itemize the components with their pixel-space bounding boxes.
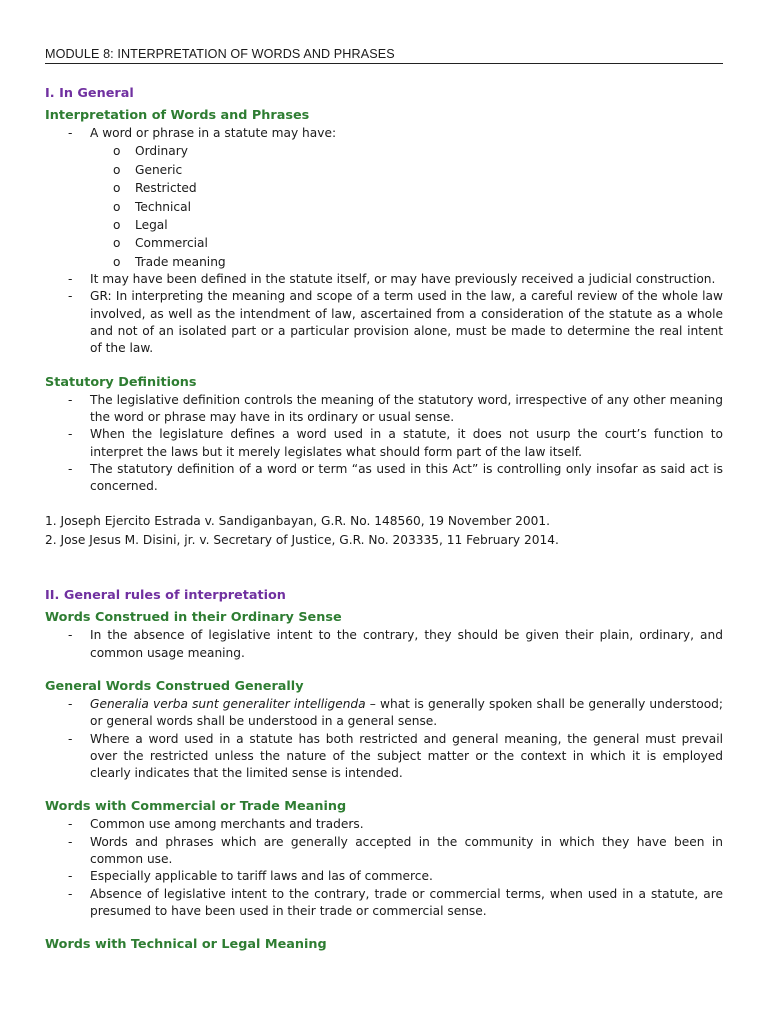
list-item: - GR: In interpreting the meaning and scope of a term used in the law, a careful review of the whole law involved, as well as the intendment of law, ascertained from a consideration of the statute as a whole and not of an isolated part or a particular provision alone, must be made to determine the real intent of the law. bbox=[68, 289, 723, 356]
list-item: o Ordinary bbox=[113, 144, 188, 159]
latin-maxim: Generalia verba sunt generaliter intelligenda bbox=[90, 697, 366, 711]
section-general-rules bbox=[45, 587, 723, 954]
meaning-types-list bbox=[90, 142, 723, 271]
reference-item: 2. Jose Jesus M. Disini, jr. v. Secretary of Justice, G.R. No. 203335, 11 February 2014. bbox=[45, 532, 559, 547]
subsection-title: Interpretation of Words and Phrases bbox=[45, 108, 310, 123]
list-item: o Trade meaning bbox=[113, 254, 226, 269]
list-item: - When the legislature defines a word used in a statute, it does not usurp the court’s function to interpret the laws but it merely legislates what should form part of the law itself. bbox=[68, 427, 723, 459]
list-item: - A word or phrase in a statute may have: o Ordinary o Generic o Restricted o Technical o Legal o Commercial o Trade meaning bbox=[45, 125, 723, 271]
list-item: - Common use among merchants and traders. bbox=[68, 817, 364, 832]
list-item: o Restricted bbox=[113, 181, 197, 196]
list-item: o Legal bbox=[113, 217, 168, 232]
module-header: MODULE 8: INTERPRETATION OF WORDS AND PHRASES bbox=[45, 47, 723, 64]
list-item: - It may have been defined in the statute itself, or may have previously received a judicial construction. bbox=[68, 272, 716, 287]
list-item: - The statutory definition of a word or term “as used in this Act” is controlling only insofar as said act is concerned. bbox=[68, 461, 723, 494]
list-item: - Words and phrases which are generally accepted in the community in which they have been in common use. bbox=[68, 834, 723, 867]
bullet-list bbox=[45, 125, 723, 358]
subsection-title: General Words Construed Generally bbox=[45, 679, 304, 694]
list-item: - Generalia verba sunt generaliter intelligenda – what is generally spoken shall be generally understood; or general words shall be understood in a general sense. bbox=[68, 697, 723, 729]
subsection-title: Words Construed in their Ordinary Sense bbox=[45, 610, 342, 626]
list-item: - Where a word used in a statute has both restricted and general meaning, the general must prevail over the restricted unless the nature of the subject matter or the context in which it is employed clearly indicates that the limited sense is intended. bbox=[68, 731, 723, 781]
section-title: II. General rules of interpretation bbox=[45, 588, 286, 604]
document-page bbox=[45, 0, 723, 954]
bullet-list bbox=[45, 816, 723, 920]
list-item: o Commercial bbox=[113, 236, 208, 251]
subsection-title: Words with Technical or Legal Meaning bbox=[45, 937, 327, 953]
list-item: - In the absence of legislative intent to the contrary, they should be given their plain, ordinary, and common usage meaning. bbox=[68, 628, 723, 660]
section-title: I. In General bbox=[45, 86, 134, 101]
bullet-list bbox=[45, 392, 723, 496]
bullet-list bbox=[45, 696, 723, 782]
section-in-general bbox=[45, 85, 723, 549]
list-item: - Especially applicable to tariff laws and las of commerce. bbox=[68, 869, 433, 884]
subsection-title: Statutory Definitions bbox=[45, 374, 197, 390]
reference-item: 1. Joseph Ejercito Estrada v. Sandiganbayan, G.R. No. 148560, 19 November 2001. bbox=[45, 514, 551, 529]
list-item: - The legislative definition controls the meaning of the statutory word, irrespective of any other meaning the word or phrase may have in its ordinary or usual sense. bbox=[68, 392, 723, 424]
list-item: o Generic bbox=[113, 162, 183, 177]
subsection-title: Words with Commercial or Trade Meaning bbox=[45, 799, 347, 815]
list-item: - Absence of legislative intent to the contrary, trade or commercial terms, when used in a statute, are presumed to have been used in their trade or commercial sense. bbox=[68, 886, 723, 918]
bullet-list bbox=[45, 627, 723, 662]
case-references bbox=[45, 512, 723, 549]
list-item: o Technical bbox=[113, 199, 191, 214]
